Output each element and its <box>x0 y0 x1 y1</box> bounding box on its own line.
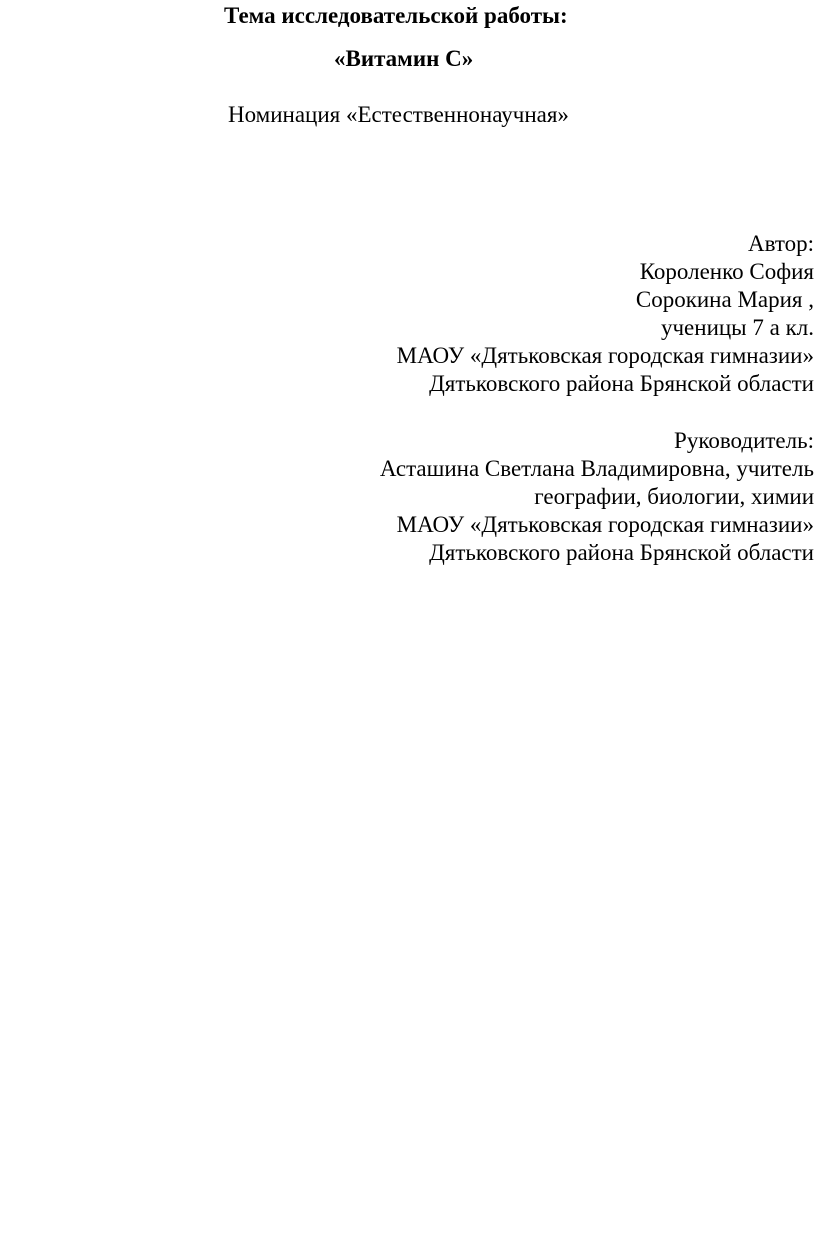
supervisor-label: Руководитель: <box>674 428 814 453</box>
author-grade: ученицы 7 а кл. <box>660 315 814 340</box>
author-name: Сорокина Мария , <box>635 287 814 312</box>
author-block <box>397 230 814 398</box>
author-name: Короленко София <box>639 259 814 284</box>
supervisor-subjects: географии, биологии, химии <box>534 484 814 509</box>
supervisor-school-line2: Дятьковского района Брянской области <box>429 540 814 565</box>
supervisor-school-line1: МАОУ «Дятьковская городская гимназии» <box>396 512 814 537</box>
nomination: Номинация «Естественнонаучная» <box>228 102 569 127</box>
supervisor-block <box>380 427 814 567</box>
topic-title: «Витамин С» <box>334 46 474 71</box>
author-label: Автор: <box>747 231 814 256</box>
topic-heading: Тема исследовательской работы: <box>224 3 568 28</box>
supervisor-name: Асташина Светлана Владимировна, учитель <box>379 456 814 481</box>
author-school-line1: МАОУ «Дятьковская городская гимназии» <box>396 343 814 368</box>
author-school-line2: Дятьковского района Брянской области <box>429 371 814 396</box>
